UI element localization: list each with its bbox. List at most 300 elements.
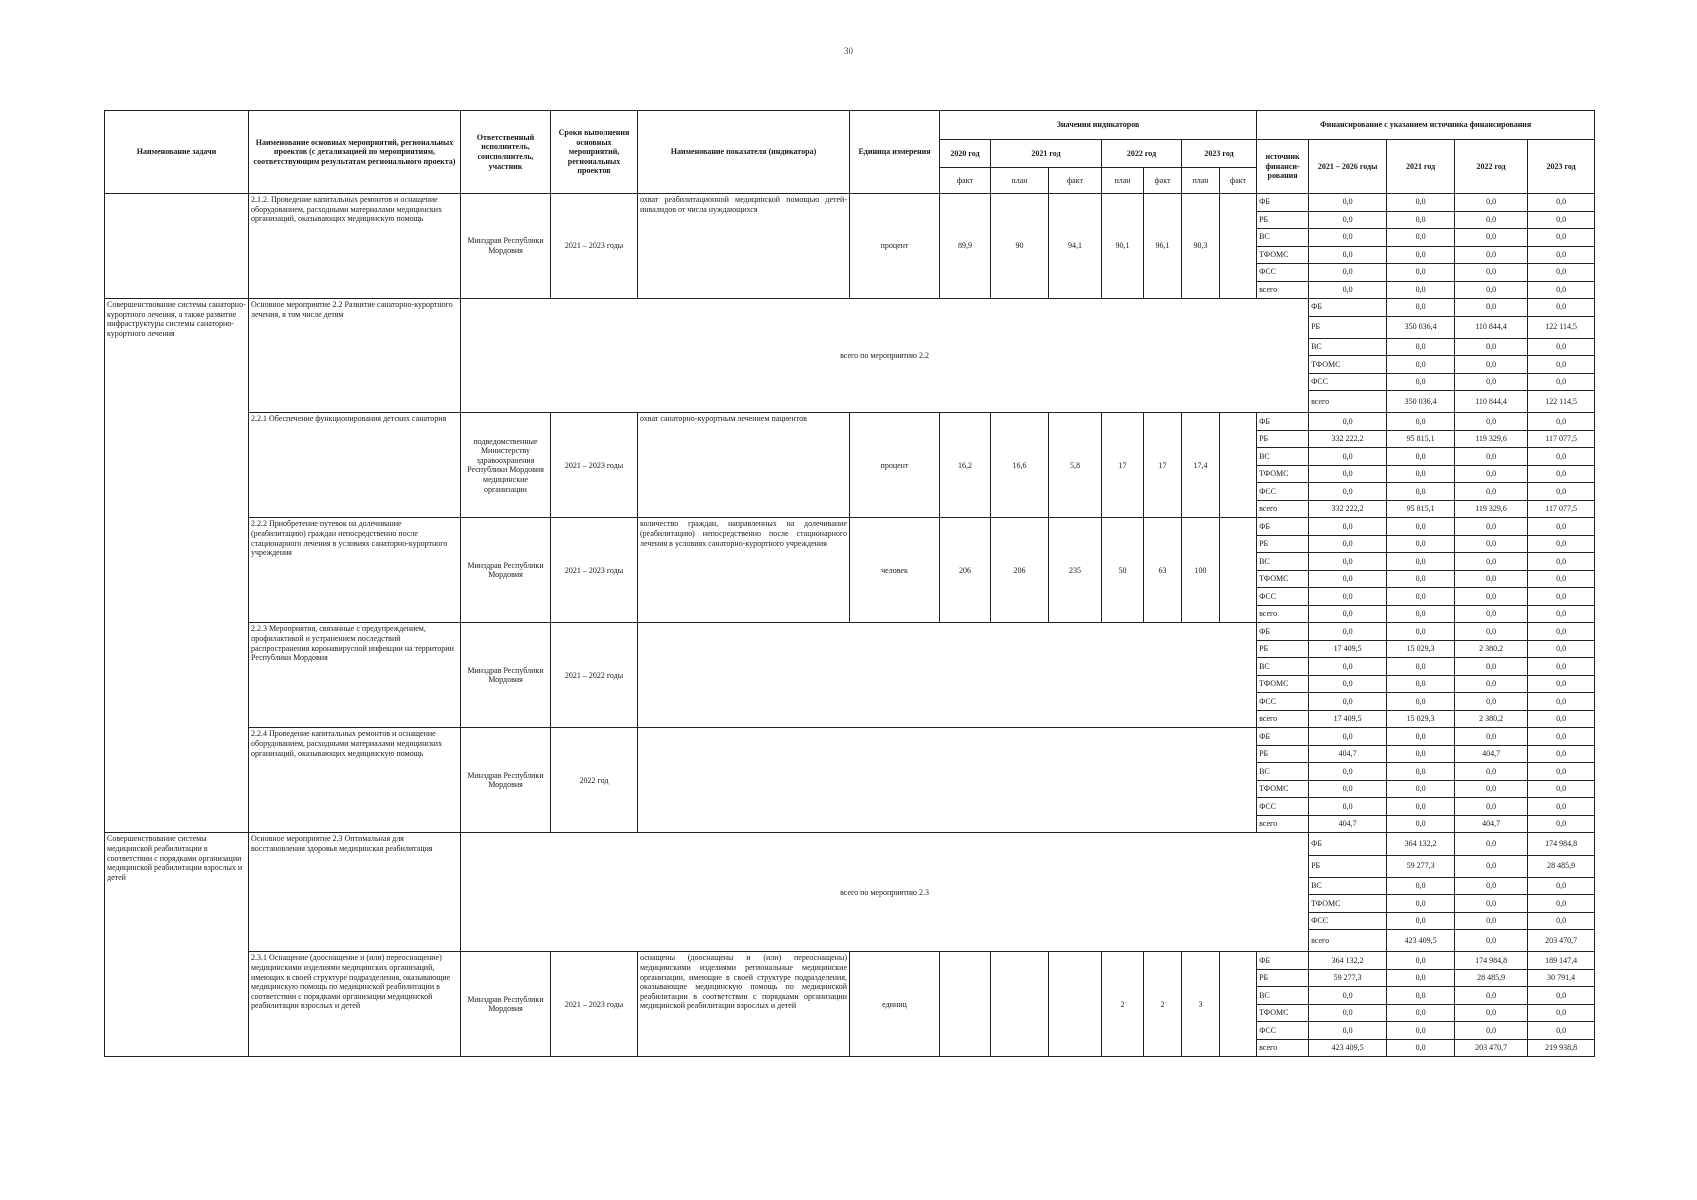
table-row (105, 833, 1595, 855)
fin-value-cell: 0,0 (1455, 780, 1528, 798)
indicator-value-cell: 16,6 (991, 413, 1049, 518)
fin-source-cell: РБ (1257, 535, 1309, 553)
header-year-2020: 2020 год (940, 140, 991, 168)
terms-cell: 2021 – 2023 годы (551, 194, 638, 299)
fin-value-cell: 0,0 (1528, 763, 1595, 781)
fin-value-cell: 0,0 (1387, 264, 1455, 282)
fin-value-cell: 0,0 (1528, 640, 1595, 658)
indicator-value-cell: 3 (1182, 952, 1220, 1057)
fin-value-cell: 17 409,5 (1309, 710, 1387, 728)
fin-value-cell: 423 409,5 (1387, 930, 1455, 952)
fin-value-cell: 423 409,5 (1309, 1039, 1387, 1057)
fin-value-cell: 0,0 (1528, 987, 1595, 1005)
fin-value-cell: 0,0 (1309, 693, 1387, 711)
fin-value-cell: 0,0 (1528, 281, 1595, 299)
fin-value-cell: 0,0 (1309, 570, 1387, 588)
fin-value-cell: 0,0 (1528, 518, 1595, 536)
fin-value-cell: 0,0 (1455, 877, 1528, 895)
fin-value-cell: 0,0 (1528, 553, 1595, 571)
header-2023-plan: план (1182, 168, 1220, 194)
fin-value-cell: 0,0 (1455, 356, 1528, 374)
fin-value-cell: 0,0 (1455, 465, 1528, 483)
fin-value-cell: 0,0 (1528, 588, 1595, 606)
fin-value-cell: 30 791,4 (1528, 969, 1595, 987)
fin-value-cell: 0,0 (1528, 535, 1595, 553)
fin-value-cell: 0,0 (1387, 413, 1455, 431)
fin-value-cell: 0,0 (1528, 229, 1595, 247)
fin-value-cell: 0,0 (1528, 693, 1595, 711)
table-row (105, 728, 1595, 746)
header-financing: Финансирование с указанием источника финансирования (1257, 111, 1595, 140)
indicator-value-cell (1220, 518, 1257, 623)
fin-value-cell: 0,0 (1528, 798, 1595, 816)
fin-value-cell: 404,7 (1309, 745, 1387, 763)
fin-value-cell: 0,0 (1387, 1039, 1455, 1057)
fin-value-cell: 0,0 (1455, 570, 1528, 588)
fin-value-cell: 0,0 (1309, 465, 1387, 483)
fin-value-cell: 0,0 (1309, 588, 1387, 606)
fin-value-cell: 219 938,8 (1528, 1039, 1595, 1057)
fin-value-cell: 17 409,5 (1309, 640, 1387, 658)
activity-cell: Основное мероприятие 2.2 Развитие санаторно-курортного лечения, в том числе детям (249, 299, 461, 413)
fin-value-cell: 0,0 (1309, 763, 1387, 781)
fin-source-cell: ВС (1257, 763, 1309, 781)
fin-value-cell: 203 470,7 (1528, 930, 1595, 952)
table-row (105, 518, 1595, 536)
fin-value-cell: 404,7 (1309, 815, 1387, 833)
fin-value-cell: 0,0 (1528, 448, 1595, 466)
fin-source-cell: РБ (1309, 316, 1387, 338)
fin-source-cell: ВС (1257, 658, 1309, 676)
fin-value-cell: 0,0 (1528, 815, 1595, 833)
fin-value-cell: 0,0 (1387, 465, 1455, 483)
fin-value-cell: 0,0 (1455, 987, 1528, 1005)
indicator-value-cell: 2 (1102, 952, 1144, 1057)
fin-value-cell: 0,0 (1455, 798, 1528, 816)
fin-value-cell: 189 147,4 (1528, 952, 1595, 970)
fin-value-cell: 0,0 (1387, 877, 1455, 895)
indicator-cell: охват реабилитационной медицинской помощью детей-инвалидов от числа нуждающихся (638, 194, 850, 299)
fin-value-cell: 350 036,4 (1387, 391, 1455, 413)
fin-value-cell: 364 132,2 (1309, 952, 1387, 970)
fin-value-cell: 0,0 (1455, 588, 1528, 606)
task-cell: Совершенствование системы санаторно-курортного лечения, а также развитие инфраструктуры системы санаторно-курортного лечения (105, 299, 249, 833)
indicator-value-cell (1220, 413, 1257, 518)
fin-source-cell: всего (1257, 815, 1309, 833)
fin-value-cell: 174 984,8 (1528, 833, 1595, 855)
fin-source-cell: всего (1257, 605, 1309, 623)
indicator-value-cell: 96,1 (1144, 194, 1182, 299)
fin-source-cell: ФБ (1257, 518, 1309, 536)
header-fin-2022: 2022 год (1455, 140, 1528, 194)
indicator-value-cell: 2 (1144, 952, 1182, 1057)
fin-value-cell: 59 277,3 (1309, 969, 1387, 987)
fin-value-cell: 0,0 (1455, 535, 1528, 553)
fin-value-cell: 0,0 (1455, 728, 1528, 746)
fin-value-cell: 0,0 (1455, 373, 1528, 391)
fin-value-cell: 0,0 (1309, 780, 1387, 798)
fin-value-cell: 0,0 (1387, 588, 1455, 606)
header-2021-plan: план (991, 168, 1049, 194)
fin-value-cell: 0,0 (1455, 763, 1528, 781)
fin-value-cell: 0,0 (1528, 299, 1595, 317)
fin-value-cell: 0,0 (1455, 1022, 1528, 1040)
fin-value-cell: 0,0 (1455, 605, 1528, 623)
indicator-value-cell: 89,9 (940, 194, 991, 299)
fin-source-cell: ВС (1309, 877, 1387, 895)
activity-cell: 2.2.1 Обеспечение функционирования детских санатория (249, 413, 461, 518)
fin-value-cell: 0,0 (1455, 448, 1528, 466)
fin-value-cell: 0,0 (1387, 373, 1455, 391)
fin-value-cell: 0,0 (1309, 229, 1387, 247)
header-2022-plan: план (1102, 168, 1144, 194)
fin-value-cell: 0,0 (1455, 338, 1528, 356)
terms-cell: 2021 – 2023 годы (551, 413, 638, 518)
fin-value-cell: 0,0 (1455, 1004, 1528, 1022)
fin-value-cell: 0,0 (1387, 745, 1455, 763)
task-cell (105, 194, 249, 299)
fin-source-cell: всего (1257, 281, 1309, 299)
indicator-value-cell: 206 (991, 518, 1049, 623)
fin-source-cell: ТФОМС (1257, 675, 1309, 693)
fin-value-cell: 0,0 (1387, 798, 1455, 816)
fin-source-cell: ВС (1257, 553, 1309, 571)
fin-value-cell: 0,0 (1387, 356, 1455, 374)
fin-value-cell: 0,0 (1387, 658, 1455, 676)
fin-value-cell: 0,0 (1455, 264, 1528, 282)
fin-value-cell: 0,0 (1387, 969, 1455, 987)
unit-cell: единиц (850, 952, 940, 1057)
table-row (105, 194, 1595, 212)
fin-value-cell: 364 132,2 (1387, 833, 1455, 855)
fin-value-cell: 119 329,6 (1455, 430, 1528, 448)
fin-value-cell: 0,0 (1455, 930, 1528, 952)
fin-value-cell: 0,0 (1387, 518, 1455, 536)
header-fin-2021-2026: 2021 – 2026 годы (1309, 140, 1387, 194)
fin-source-cell: ВС (1257, 229, 1309, 247)
fin-source-cell: РБ (1257, 430, 1309, 448)
fin-value-cell: 0,0 (1387, 570, 1455, 588)
empty-indicator-cell (638, 623, 1257, 728)
fin-source-cell: ТФОМС (1257, 465, 1309, 483)
fin-value-cell: 0,0 (1387, 483, 1455, 501)
fin-value-cell: 2 380,2 (1455, 710, 1528, 728)
task-cell: Совершенствование системы медицинской реабилитации в соответствии с порядками организации медицинской реабилитации взрослых и детей (105, 833, 249, 1057)
fin-value-cell: 0,0 (1309, 987, 1387, 1005)
fin-source-cell: ФСС (1257, 1022, 1309, 1040)
indicator-value-cell: 100 (1182, 518, 1220, 623)
fin-value-cell: 350 036,4 (1387, 316, 1455, 338)
fin-value-cell: 0,0 (1309, 605, 1387, 623)
fin-value-cell: 15 029,3 (1387, 710, 1455, 728)
unit-cell: процент (850, 413, 940, 518)
fin-source-cell: всего (1309, 391, 1387, 413)
fin-value-cell: 0,0 (1528, 710, 1595, 728)
indicator-value-cell: 17,4 (1182, 413, 1220, 518)
fin-value-cell: 0,0 (1309, 211, 1387, 229)
fin-source-cell: ВС (1257, 987, 1309, 1005)
fin-value-cell: 0,0 (1387, 338, 1455, 356)
fin-value-cell: 0,0 (1387, 281, 1455, 299)
fin-value-cell: 0,0 (1455, 693, 1528, 711)
fin-value-cell: 0,0 (1309, 553, 1387, 571)
header-fin-2023: 2023 год (1528, 140, 1595, 194)
fin-value-cell: 0,0 (1309, 1004, 1387, 1022)
fin-source-cell: ТФОМС (1257, 570, 1309, 588)
fin-value-cell: 95 815,1 (1387, 500, 1455, 518)
fin-value-cell: 0,0 (1387, 605, 1455, 623)
table-row (105, 623, 1595, 641)
indicator-cell: охват санаторно-курортным лечением пациентов (638, 413, 850, 518)
header-indicator-values: Значения индикаторов (940, 111, 1257, 140)
indicator-value-cell: 235 (1049, 518, 1102, 623)
fin-value-cell: 0,0 (1528, 338, 1595, 356)
header-year-2023: 2023 год (1182, 140, 1257, 168)
fin-value-cell: 0,0 (1387, 246, 1455, 264)
fin-source-cell: ФБ (1309, 299, 1387, 317)
indicator-value-cell: 94,1 (1049, 194, 1102, 299)
fin-value-cell: 0,0 (1528, 675, 1595, 693)
fin-source-cell: ФСС (1257, 588, 1309, 606)
activity-total-cell: всего по мероприятию 2.2 (461, 299, 1309, 413)
fin-source-cell: ВС (1257, 448, 1309, 466)
indicator-value-cell (1220, 194, 1257, 299)
fin-source-cell: ТФОМС (1257, 1004, 1309, 1022)
program-table (104, 110, 1595, 1057)
header-executor: Ответственный исполнитель, соисполнитель, участник (461, 111, 551, 194)
indicator-value-cell: 50 (1102, 518, 1144, 623)
terms-cell: 2021 – 2023 годы (551, 952, 638, 1057)
fin-value-cell: 119 329,6 (1455, 500, 1528, 518)
fin-value-cell: 332 222,2 (1309, 500, 1387, 518)
indicator-value-cell: 90 (991, 194, 1049, 299)
fin-value-cell: 0,0 (1455, 299, 1528, 317)
fin-value-cell: 59 277,3 (1387, 855, 1455, 877)
header-source: источник финанси-рования (1257, 140, 1309, 194)
indicator-value-cell: 90,1 (1102, 194, 1144, 299)
fin-source-cell: ФСС (1257, 264, 1309, 282)
fin-value-cell: 0,0 (1528, 745, 1595, 763)
fin-value-cell: 0,0 (1528, 264, 1595, 282)
fin-source-cell: ФСС (1257, 483, 1309, 501)
header-task: Наименование задачи (105, 111, 249, 194)
fin-value-cell: 0,0 (1528, 895, 1595, 913)
fin-value-cell: 0,0 (1455, 895, 1528, 913)
activity-cell: Основное мероприятие 2.3 Оптимальная для восстановления здоровья медицинская реабилитация (249, 833, 461, 952)
activity-cell: 2.2.4 Проведение капитальных ремонтов и оснащение оборудованием, расходными материалами медицинских организаций, оказывающих медицинскую помощь (249, 728, 461, 833)
fin-value-cell: 0,0 (1309, 798, 1387, 816)
fin-value-cell: 203 470,7 (1455, 1039, 1528, 1057)
fin-value-cell: 0,0 (1528, 356, 1595, 374)
fin-value-cell: 0,0 (1455, 912, 1528, 930)
fin-source-cell: ФБ (1257, 623, 1309, 641)
fin-value-cell: 0,0 (1387, 623, 1455, 641)
fin-value-cell: 0,0 (1387, 229, 1455, 247)
fin-value-cell: 0,0 (1455, 194, 1528, 212)
fin-source-cell: ФБ (1257, 413, 1309, 431)
fin-value-cell: 0,0 (1455, 658, 1528, 676)
fin-source-cell: ТФОМС (1257, 246, 1309, 264)
fin-value-cell: 0,0 (1528, 1004, 1595, 1022)
fin-value-cell: 404,7 (1455, 745, 1528, 763)
fin-value-cell: 0,0 (1455, 855, 1528, 877)
fin-value-cell: 0,0 (1309, 194, 1387, 212)
fin-source-cell: РБ (1257, 640, 1309, 658)
fin-source-cell: РБ (1257, 211, 1309, 229)
fin-source-cell: всего (1257, 710, 1309, 728)
fin-value-cell: 0,0 (1309, 1022, 1387, 1040)
fin-value-cell: 0,0 (1309, 483, 1387, 501)
fin-value-cell: 0,0 (1455, 246, 1528, 264)
fin-value-cell: 0,0 (1387, 211, 1455, 229)
table-row (105, 413, 1595, 431)
indicator-value-cell: 5,8 (1049, 413, 1102, 518)
fin-value-cell: 0,0 (1387, 675, 1455, 693)
executor-cell: Минздрав Республики Мордовия (461, 194, 551, 299)
table-body (105, 194, 1595, 1057)
activity-cell: 2.2.3 Мероприятия, связанные с предупреждением, профилактикой и устранением последствий распространения коронавирусной инфекции на территории Республики Мордовия (249, 623, 461, 728)
activity-cell: 2.2.2 Приобретение путевок на долечивание (реабилитацию) граждан непосредственно после стационарного лечения в условиях санаторно-курортного учреждения (249, 518, 461, 623)
fin-value-cell: 122 114,5 (1528, 316, 1595, 338)
fin-value-cell: 0,0 (1528, 465, 1595, 483)
header-year-2021: 2021 год (991, 140, 1102, 168)
header-2020-fact: факт (940, 168, 991, 194)
header-unit: Единица измерения (850, 111, 940, 194)
indicator-value-cell: 17 (1144, 413, 1182, 518)
terms-cell: 2022 год (551, 728, 638, 833)
table-row (105, 952, 1595, 970)
header-2023-fact: факт (1220, 168, 1257, 194)
fin-value-cell: 0,0 (1455, 229, 1528, 247)
fin-value-cell: 0,0 (1455, 675, 1528, 693)
fin-source-cell: ТФОМС (1257, 780, 1309, 798)
fin-value-cell: 0,0 (1387, 780, 1455, 798)
fin-value-cell: 0,0 (1455, 518, 1528, 536)
indicator-cell: количество граждан, направленных на долечивание (реабилитацию) непосредственно после стационарного лечения в условиях санаторно-курортного учреждения (638, 518, 850, 623)
fin-value-cell: 95 815,1 (1387, 430, 1455, 448)
indicator-value-cell: 17 (1102, 413, 1144, 518)
fin-value-cell: 0,0 (1528, 780, 1595, 798)
fin-value-cell: 0,0 (1309, 658, 1387, 676)
activity-cell: 2.3.1 Оснащение (дооснащение и (или) переоснащение) медицинскими изделиями медицинских организаций, имеющих в своей структуре подразделения, оказывающие медицинскую помощь по медицинской реабилитации в соответствии с порядками организации медицинской реабилитации взрослых и детей (249, 952, 461, 1057)
fin-value-cell: 28 485,9 (1455, 969, 1528, 987)
header-activity: Наименование основных мероприятий, региональных проектов (с детализацией по мероприятиям, соответствующим результатам регионального проекта) (249, 111, 461, 194)
indicator-value-cell (1220, 952, 1257, 1057)
fin-source-cell: РБ (1257, 745, 1309, 763)
fin-source-cell: РБ (1309, 855, 1387, 877)
fin-value-cell: 0,0 (1309, 281, 1387, 299)
fin-value-cell: 0,0 (1309, 264, 1387, 282)
fin-value-cell: 122 114,5 (1528, 391, 1595, 413)
fin-source-cell: ВС (1309, 338, 1387, 356)
terms-cell: 2021 – 2022 годы (551, 623, 638, 728)
indicator-value-cell (991, 952, 1049, 1057)
fin-value-cell: 0,0 (1387, 815, 1455, 833)
terms-cell: 2021 – 2023 годы (551, 518, 638, 623)
fin-value-cell: 332 222,2 (1309, 430, 1387, 448)
fin-value-cell: 0,0 (1528, 373, 1595, 391)
indicator-value-cell: 90,3 (1182, 194, 1220, 299)
header-2021-fact: факт (1049, 168, 1102, 194)
executor-cell: Минздрав Республики Мордовия (461, 623, 551, 728)
fin-source-cell: ТФОМС (1309, 356, 1387, 374)
fin-value-cell: 117 077,5 (1528, 500, 1595, 518)
fin-value-cell: 0,0 (1387, 194, 1455, 212)
indicator-value-cell (1049, 952, 1102, 1057)
fin-value-cell: 0,0 (1387, 693, 1455, 711)
header-terms: Сроки выполнения основных мероприятий, региональных проектов (551, 111, 638, 194)
fin-value-cell: 0,0 (1528, 877, 1595, 895)
fin-value-cell: 0,0 (1387, 299, 1455, 317)
fin-value-cell: 110 844,4 (1455, 316, 1528, 338)
fin-value-cell: 0,0 (1528, 605, 1595, 623)
fin-value-cell: 0,0 (1387, 728, 1455, 746)
fin-value-cell: 0,0 (1455, 211, 1528, 229)
fin-value-cell: 0,0 (1387, 912, 1455, 930)
header-fin-2021: 2021 год (1387, 140, 1455, 194)
indicator-value-cell: 206 (940, 518, 991, 623)
executor-cell: Минздрав Республики Мордовия (461, 952, 551, 1057)
fin-source-cell: ФСС (1257, 798, 1309, 816)
fin-value-cell: 0,0 (1455, 553, 1528, 571)
fin-value-cell: 117 077,5 (1528, 430, 1595, 448)
fin-source-cell: ФСС (1257, 693, 1309, 711)
fin-value-cell: 0,0 (1309, 623, 1387, 641)
fin-source-cell: всего (1309, 930, 1387, 952)
fin-source-cell: ФБ (1257, 194, 1309, 212)
header-indicator: Наименование показателя (индикатора) (638, 111, 850, 194)
unit-cell: человек (850, 518, 940, 623)
fin-source-cell: всего (1257, 500, 1309, 518)
fin-value-cell: 0,0 (1387, 448, 1455, 466)
fin-value-cell: 0,0 (1528, 194, 1595, 212)
fin-value-cell: 0,0 (1309, 518, 1387, 536)
fin-value-cell: 0,0 (1528, 658, 1595, 676)
fin-value-cell: 0,0 (1387, 553, 1455, 571)
fin-value-cell: 0,0 (1387, 535, 1455, 553)
fin-value-cell: 0,0 (1528, 912, 1595, 930)
fin-value-cell: 0,0 (1455, 623, 1528, 641)
indicator-cell: оснащены (дооснащены и (или) переоснащены) медицинскими изделиями региональные медицинские организации, имеющие в своей структуре подразделения, оказывающие медицинскую помощь по медицинской реабилитации в соответствии с порядками организации медицинской реабилитации взрослых и детей (638, 952, 850, 1057)
fin-value-cell: 0,0 (1387, 763, 1455, 781)
indicator-value-cell: 16,2 (940, 413, 991, 518)
fin-value-cell: 0,0 (1309, 728, 1387, 746)
fin-source-cell: РБ (1257, 969, 1309, 987)
fin-source-cell: ФБ (1309, 833, 1387, 855)
fin-value-cell: 0,0 (1528, 246, 1595, 264)
empty-indicator-cell (638, 728, 1257, 833)
activity-total-cell: всего по мероприятию 2.3 (461, 833, 1309, 952)
fin-value-cell: 0,0 (1309, 675, 1387, 693)
fin-value-cell: 404,7 (1455, 815, 1528, 833)
fin-source-cell: ФБ (1257, 952, 1309, 970)
table-row (105, 299, 1595, 317)
fin-value-cell: 0,0 (1309, 448, 1387, 466)
fin-value-cell: 0,0 (1387, 1004, 1455, 1022)
fin-value-cell: 0,0 (1387, 987, 1455, 1005)
fin-value-cell: 0,0 (1528, 623, 1595, 641)
fin-source-cell: ФСС (1309, 373, 1387, 391)
fin-value-cell: 0,0 (1455, 413, 1528, 431)
fin-source-cell: всего (1257, 1039, 1309, 1057)
indicator-value-cell: 63 (1144, 518, 1182, 623)
header-2022-fact: факт (1144, 168, 1182, 194)
fin-source-cell: ТФОМС (1309, 895, 1387, 913)
fin-value-cell: 0,0 (1528, 728, 1595, 746)
page-number: 30 (844, 46, 853, 56)
fin-value-cell: 0,0 (1309, 535, 1387, 553)
fin-value-cell: 0,0 (1528, 1022, 1595, 1040)
